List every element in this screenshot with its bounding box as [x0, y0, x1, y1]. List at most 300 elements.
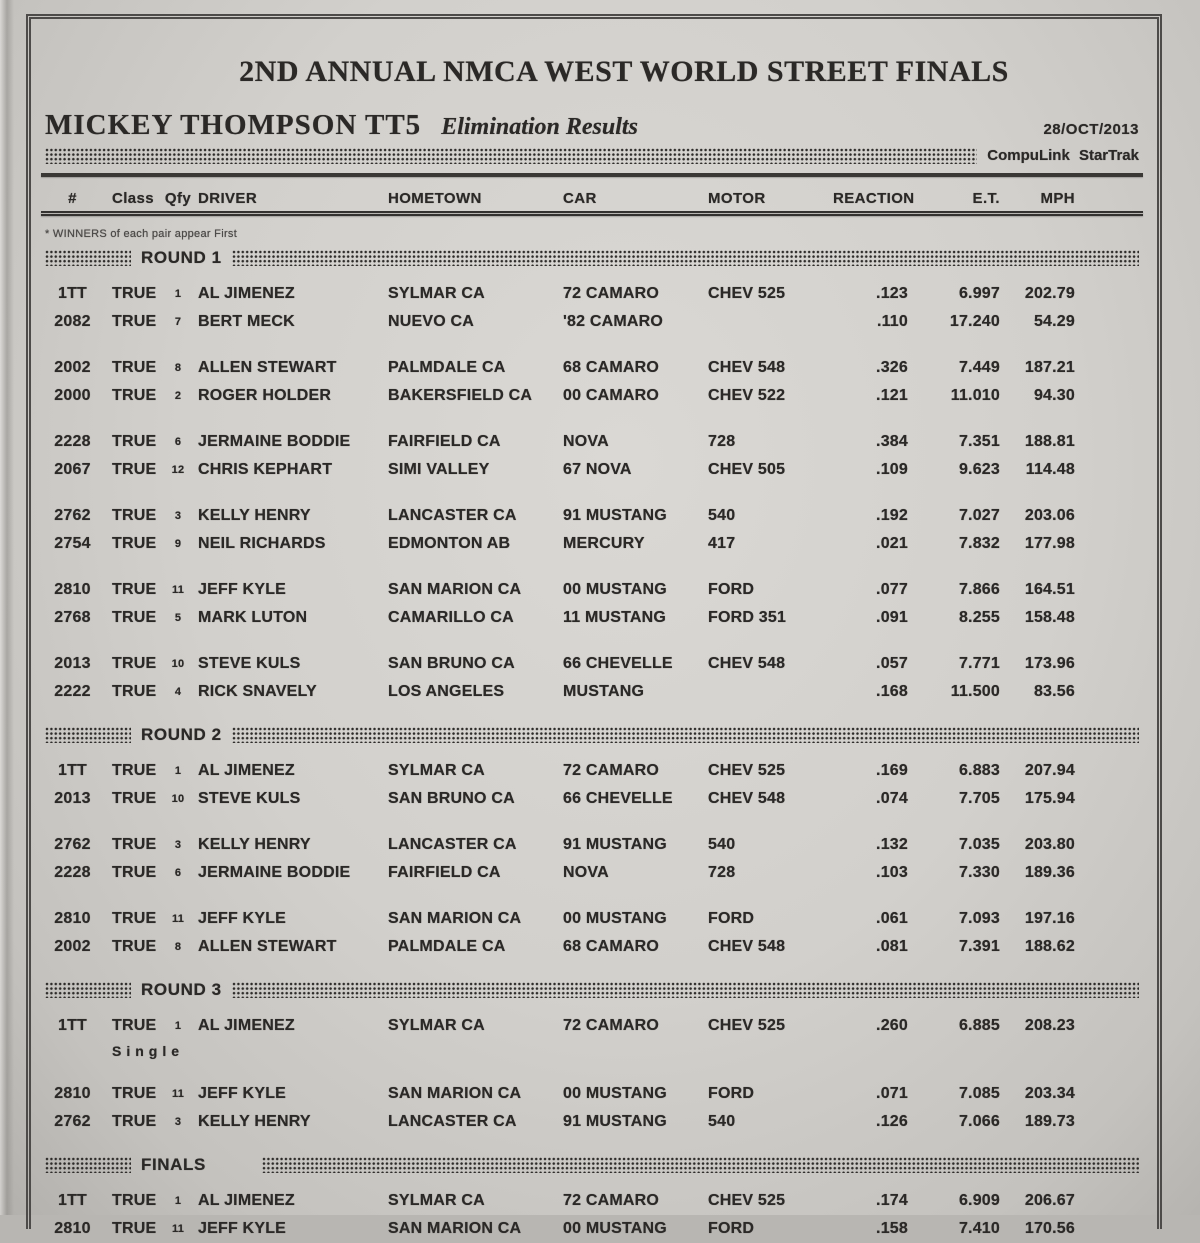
- cell-cls: TRUE: [112, 359, 157, 376]
- cell-qfy: 1: [174, 288, 182, 300]
- cell-motor: 540: [708, 1113, 736, 1130]
- cell-hometown: LANCASTER CA: [388, 836, 517, 853]
- cell-motor: CHEV 548: [708, 938, 786, 955]
- brand-separator-band: [45, 147, 1139, 164]
- cell-et: 6.909: [958, 1192, 1000, 1209]
- cell-reaction: .103: [876, 864, 908, 881]
- cell-num: 1TT: [57, 1017, 88, 1034]
- winners-note: * WINNERS of each pair appear First: [45, 228, 238, 240]
- cell-qfy: 11: [171, 1223, 185, 1235]
- result-row: [45, 1012, 1139, 1040]
- cell-et: 7.866: [958, 581, 1000, 598]
- cell-et: 7.391: [958, 938, 1000, 955]
- race-pair: [45, 905, 1139, 961]
- cell-driver: AL JIMENEZ: [198, 762, 295, 779]
- dotted-separator: [45, 250, 131, 266]
- cell-driver: AL JIMENEZ: [198, 1017, 295, 1034]
- result-row: [45, 678, 1139, 706]
- cell-mph: 164.51: [1024, 581, 1075, 598]
- round-header-round-2: [45, 724, 1139, 746]
- cell-et: 7.066: [958, 1113, 1000, 1130]
- cell-driver: ALLEN STEWART: [198, 359, 337, 376]
- cell-driver: ALLEN STEWART: [198, 938, 337, 955]
- result-row: [45, 576, 1139, 604]
- cell-reaction: .192: [876, 507, 908, 524]
- result-row: [45, 933, 1139, 961]
- result-row: [45, 1187, 1139, 1215]
- cell-hometown: SYLMAR CA: [388, 285, 485, 302]
- cell-mph: 197.16: [1024, 910, 1075, 927]
- cell-car: 68 CAMARO: [563, 359, 660, 376]
- cell-qfy: 9: [174, 538, 182, 550]
- cell-driver: ROGER HOLDER: [198, 387, 332, 404]
- cell-mph: 83.56: [1033, 683, 1075, 700]
- cell-cls: TRUE: [112, 1017, 157, 1034]
- cell-mph: 173.96: [1024, 655, 1075, 672]
- class-title: MICKEY THOMPSON TT5: [45, 109, 422, 141]
- cell-hometown: SAN BRUNO CA: [388, 655, 515, 672]
- cell-car: MUSTANG: [563, 683, 645, 700]
- result-row: [45, 308, 1139, 336]
- cell-qfy: 10: [171, 658, 185, 670]
- page-frame: [26, 14, 1162, 1237]
- cell-reaction: .123: [876, 285, 908, 302]
- cell-cls: TRUE: [112, 1192, 157, 1209]
- page-content: [31, 19, 1157, 1243]
- cell-cls: TRUE: [112, 790, 157, 807]
- cell-reaction: .109: [876, 461, 908, 478]
- cell-hometown: SAN MARION CA: [388, 1220, 522, 1237]
- cell-hometown: PALMDALE CA: [388, 938, 506, 955]
- cell-car: 91 MUSTANG: [563, 507, 667, 524]
- cell-car: 72 CAMARO: [563, 762, 660, 779]
- cell-car: 72 CAMARO: [563, 1192, 660, 1209]
- cell-qfy: 3: [174, 839, 182, 851]
- result-row: [45, 1080, 1139, 1108]
- cell-cls: TRUE: [112, 910, 157, 927]
- cell-et: 6.883: [958, 762, 1000, 779]
- cell-mph: 203.80: [1024, 836, 1075, 853]
- cell-car: 00 MUSTANG: [563, 1220, 667, 1237]
- cell-driver: MARK LUTON: [198, 609, 308, 626]
- round-header-finals: [45, 1154, 1139, 1176]
- cell-qfy: 8: [174, 362, 182, 374]
- cell-et: 7.351: [958, 433, 1000, 450]
- cell-car: 91 MUSTANG: [563, 836, 667, 853]
- round-header-round-3: [45, 979, 1139, 1001]
- col-header-qfy: Qfy: [164, 189, 192, 207]
- cell-hometown: CAMARILLO CA: [388, 609, 514, 626]
- cell-reaction: .110: [876, 313, 908, 330]
- dotted-separator: [262, 1157, 1139, 1173]
- cell-motor: CHEV 548: [708, 790, 786, 807]
- race-pair: [45, 1187, 1139, 1243]
- cell-cls: TRUE: [112, 313, 157, 330]
- round-header-round-1: [45, 247, 1139, 269]
- cell-et: 9.623: [958, 461, 1000, 478]
- event-title: 2ND ANNUAL NMCA WEST WORLD STREET FINALS: [239, 55, 1009, 88]
- cell-num: 2762: [54, 1113, 91, 1130]
- cell-car: NOVA: [563, 433, 609, 450]
- race-pair: [45, 1080, 1139, 1136]
- cell-car: 66 CHEVELLE: [563, 655, 673, 672]
- cell-reaction: .021: [876, 535, 908, 552]
- result-row: [45, 785, 1139, 813]
- cell-mph: 206.67: [1024, 1192, 1075, 1209]
- cell-driver: STEVE KULS: [198, 655, 301, 672]
- cell-num: 2222: [54, 683, 91, 700]
- cell-num: 2002: [54, 359, 91, 376]
- cell-driver: KELLY HENRY: [198, 836, 311, 853]
- dotted-separator: [232, 250, 1139, 266]
- cell-reaction: .384: [876, 433, 908, 450]
- cell-qfy: 12: [171, 464, 185, 476]
- race-pair: [45, 502, 1139, 558]
- cell-qfy: 7: [174, 316, 182, 328]
- cell-motor: CHEV 525: [708, 1192, 786, 1209]
- cell-cls: TRUE: [112, 461, 157, 478]
- cell-cls: TRUE: [112, 1085, 157, 1102]
- cell-qfy: 1: [174, 765, 182, 777]
- cell-hometown: LOS ANGELES: [388, 683, 505, 700]
- race-pair: [45, 650, 1139, 706]
- cell-driver: KELLY HENRY: [198, 507, 311, 524]
- cell-num: 2754: [54, 535, 91, 552]
- cell-hometown: LANCASTER CA: [388, 1113, 517, 1130]
- cell-driver: STEVE KULS: [198, 790, 301, 807]
- result-row: [45, 382, 1139, 410]
- cell-reaction: .174: [876, 1192, 908, 1209]
- cell-num: 2810: [54, 1085, 91, 1102]
- cell-num: 1TT: [57, 1192, 88, 1209]
- cell-cls: TRUE: [112, 285, 157, 302]
- cell-reaction: .132: [876, 836, 908, 853]
- cell-reaction: .169: [876, 762, 908, 779]
- col-header-reaction: REACTION: [833, 189, 915, 207]
- cell-car: 00 CAMARO: [563, 387, 660, 404]
- subheader-row: [45, 109, 1139, 142]
- cell-et: 7.027: [958, 507, 1000, 524]
- cell-qfy: 11: [171, 1088, 185, 1100]
- cell-car: 11 MUSTANG: [563, 609, 667, 626]
- cell-reaction: .121: [876, 387, 908, 404]
- cell-motor: 540: [708, 507, 736, 524]
- cell-motor: 728: [708, 433, 736, 450]
- cell-qfy: 11: [171, 913, 185, 925]
- cell-hometown: BAKERSFIELD CA: [388, 387, 533, 404]
- race-pair: [45, 1012, 1139, 1062]
- cell-motor: CHEV 548: [708, 359, 786, 376]
- col-header-car: CAR: [563, 189, 597, 207]
- cell-cls: TRUE: [112, 535, 157, 552]
- race-pair: [45, 428, 1139, 484]
- round-label-round-2: ROUND 2: [141, 725, 222, 744]
- cell-et: 7.705: [958, 790, 1000, 807]
- cell-num: 2810: [54, 581, 91, 598]
- result-row: [45, 831, 1139, 859]
- cell-cls: TRUE: [112, 507, 157, 524]
- cell-hometown: PALMDALE CA: [388, 359, 506, 376]
- cell-hometown: EDMONTON AB: [388, 535, 511, 552]
- cell-mph: 177.98: [1024, 535, 1075, 552]
- cell-car: NOVA: [563, 864, 609, 881]
- cell-hometown: SIMI VALLEY: [388, 461, 490, 478]
- cell-reaction: .057: [876, 655, 908, 672]
- cell-car: 00 MUSTANG: [563, 910, 667, 927]
- cell-cls: TRUE: [112, 938, 157, 955]
- brand-label: CompuLink StarTrak: [987, 147, 1139, 164]
- cell-mph: 54.29: [1033, 313, 1075, 330]
- cell-mph: 158.48: [1024, 609, 1075, 626]
- cell-num: 2810: [54, 910, 91, 927]
- cell-num: 2002: [54, 938, 91, 955]
- result-row: [45, 530, 1139, 558]
- cell-hometown: FAIRFIELD CA: [388, 864, 501, 881]
- dotted-separator: [45, 148, 977, 164]
- cell-car: 72 CAMARO: [563, 1017, 660, 1034]
- column-header-row: [45, 185, 1139, 211]
- cell-et: 11.010: [950, 387, 1000, 404]
- cell-mph: 188.62: [1024, 938, 1075, 955]
- cell-driver: CHRIS KEPHART: [198, 461, 333, 478]
- cell-driver: KELLY HENRY: [198, 1113, 311, 1130]
- cell-num: 2228: [54, 864, 91, 881]
- cell-qfy: 1: [174, 1195, 182, 1207]
- result-row: [45, 604, 1139, 632]
- cell-car: 00 MUSTANG: [563, 581, 667, 598]
- cell-qfy: 10: [171, 793, 185, 805]
- cell-mph: 175.94: [1024, 790, 1075, 807]
- single-note-row: [45, 1040, 1139, 1062]
- cell-et: 7.330: [958, 864, 1000, 881]
- cell-motor: FORD: [708, 1085, 755, 1102]
- cell-cls: TRUE: [112, 655, 157, 672]
- cell-et: 7.449: [958, 359, 1000, 376]
- cell-car: 66 CHEVELLE: [563, 790, 673, 807]
- round-label-round-3: ROUND 3: [141, 980, 222, 999]
- cell-cls: TRUE: [112, 581, 157, 598]
- cell-motor: 540: [708, 836, 736, 853]
- cell-motor: FORD 351: [708, 609, 787, 626]
- result-row: [45, 757, 1139, 785]
- cell-cls: TRUE: [112, 609, 157, 626]
- race-pair: [45, 280, 1139, 336]
- cell-hometown: SYLMAR CA: [388, 762, 485, 779]
- cell-qfy: 11: [171, 584, 185, 596]
- cell-hometown: SYLMAR CA: [388, 1017, 485, 1034]
- cell-et: 11.500: [950, 683, 1000, 700]
- dotted-separator: [45, 727, 131, 743]
- dotted-separator: [45, 1157, 131, 1173]
- col-header-class: Class: [112, 189, 155, 207]
- event-date: 28/OCT/2013: [1043, 121, 1139, 138]
- cell-reaction: .126: [876, 1113, 908, 1130]
- cell-et: 8.255: [958, 609, 1000, 626]
- cell-num: 2000: [54, 387, 91, 404]
- cell-driver: BERT MECK: [198, 313, 295, 330]
- cell-num: 2067: [54, 461, 91, 478]
- col-header-num: #: [68, 189, 77, 207]
- cell-qfy: 4: [174, 686, 182, 698]
- col-header-hometown: HOMETOWN: [388, 189, 482, 207]
- cell-hometown: SYLMAR CA: [388, 1192, 485, 1209]
- race-pair: [45, 576, 1139, 632]
- cell-cls: TRUE: [112, 836, 157, 853]
- cell-hometown: NUEVO CA: [388, 313, 475, 330]
- cell-cls: TRUE: [112, 387, 157, 404]
- cell-mph: 203.06: [1024, 507, 1075, 524]
- cell-cls: TRUE: [112, 1220, 157, 1237]
- cell-car: '82 CAMARO: [563, 313, 664, 330]
- single-note: Single: [112, 1043, 185, 1059]
- cell-num: 1TT: [57, 285, 88, 302]
- cell-mph: 94.30: [1033, 387, 1075, 404]
- results-body: [45, 247, 1139, 1243]
- cell-et: 7.085: [958, 1085, 1000, 1102]
- cell-cls: TRUE: [112, 683, 157, 700]
- cell-hometown: SAN MARION CA: [388, 910, 522, 927]
- col-header-mph: MPH: [1040, 189, 1075, 207]
- cell-et: 17.240: [949, 313, 1000, 330]
- cell-mph: 208.23: [1024, 1017, 1075, 1034]
- result-row: [45, 650, 1139, 678]
- cell-num: 1TT: [57, 762, 88, 779]
- cell-qfy: 6: [174, 436, 182, 448]
- round-label-round-1: ROUND 1: [141, 248, 222, 267]
- cell-reaction: .071: [876, 1085, 908, 1102]
- cell-num: 2013: [54, 790, 91, 807]
- cell-driver: JERMAINE BODDIE: [198, 864, 351, 881]
- cell-cls: TRUE: [112, 433, 157, 450]
- result-row: [45, 428, 1139, 456]
- race-pair: [45, 757, 1139, 813]
- cell-car: 72 CAMARO: [563, 285, 660, 302]
- cell-num: 2082: [54, 313, 91, 330]
- cell-driver: AL JIMENEZ: [198, 1192, 295, 1209]
- cell-motor: CHEV 505: [708, 461, 786, 478]
- cell-driver: AL JIMENEZ: [198, 285, 295, 302]
- cell-driver: NEIL RICHARDS: [198, 535, 326, 552]
- cell-cls: TRUE: [112, 762, 157, 779]
- cell-qfy: 2: [174, 390, 182, 402]
- cell-num: 2768: [54, 609, 91, 626]
- cell-qfy: 3: [174, 510, 182, 522]
- cell-num: 2762: [54, 507, 91, 524]
- cell-num: 2013: [54, 655, 91, 672]
- cell-mph: 189.36: [1024, 864, 1075, 881]
- cell-et: 6.885: [958, 1017, 1000, 1034]
- race-pair: [45, 831, 1139, 887]
- cell-motor: 728: [708, 864, 736, 881]
- cell-mph: 114.48: [1025, 461, 1075, 478]
- cell-qfy: 8: [174, 941, 182, 953]
- dotted-separator: [45, 982, 131, 998]
- cell-driver: JEFF KYLE: [198, 910, 287, 927]
- round-label-finals: FINALS: [141, 1155, 206, 1174]
- cell-et: 7.410: [958, 1220, 1000, 1237]
- cell-reaction: .077: [876, 581, 908, 598]
- race-pair: [45, 354, 1139, 410]
- cell-hometown: SAN BRUNO CA: [388, 790, 515, 807]
- cell-mph: 202.79: [1024, 285, 1075, 302]
- cell-mph: 207.94: [1024, 762, 1075, 779]
- result-row: [45, 502, 1139, 530]
- cell-car: 68 CAMARO: [563, 938, 660, 955]
- cell-driver: JEFF KYLE: [198, 1220, 287, 1237]
- cell-et: 7.035: [958, 836, 1000, 853]
- cell-hometown: SAN MARION CA: [388, 1085, 522, 1102]
- cell-et: 7.832: [958, 535, 1000, 552]
- cell-num: 2762: [54, 836, 91, 853]
- cell-mph: 170.56: [1024, 1220, 1075, 1237]
- horizontal-rule-top: [41, 173, 1143, 177]
- cell-driver: JEFF KYLE: [198, 1085, 287, 1102]
- cell-driver: JERMAINE BODDIE: [198, 433, 351, 450]
- cell-et: 6.997: [958, 285, 1000, 302]
- cell-mph: 187.21: [1024, 359, 1075, 376]
- cell-motor: CHEV 548: [708, 655, 786, 672]
- cell-qfy: 6: [174, 867, 182, 879]
- results-subtitle: Elimination Results: [441, 114, 638, 140]
- cell-mph: 188.81: [1024, 433, 1075, 450]
- cell-hometown: LANCASTER CA: [388, 507, 517, 524]
- cell-num: 2228: [54, 433, 91, 450]
- result-row: [45, 456, 1139, 484]
- cell-hometown: FAIRFIELD CA: [388, 433, 501, 450]
- cell-car: MERCURY: [563, 535, 645, 552]
- cell-motor: CHEV 525: [708, 1017, 786, 1034]
- cell-qfy: 1: [174, 1020, 182, 1032]
- result-row: [45, 905, 1139, 933]
- cell-car: 91 MUSTANG: [563, 1113, 667, 1130]
- result-row: [45, 1108, 1139, 1136]
- result-row: [45, 354, 1139, 382]
- cell-mph: 189.73: [1024, 1113, 1075, 1130]
- cell-motor: 417: [708, 535, 736, 552]
- cell-motor: CHEV 522: [708, 387, 786, 404]
- cell-motor: FORD: [708, 581, 755, 598]
- cell-reaction: .074: [876, 790, 908, 807]
- cell-reaction: .168: [876, 683, 908, 700]
- col-header-et: E.T.: [972, 189, 1000, 207]
- result-row: [45, 280, 1139, 308]
- col-header-motor: MOTOR: [708, 189, 766, 207]
- result-row: [45, 1215, 1139, 1243]
- cell-motor: FORD: [708, 910, 755, 927]
- cell-reaction: .061: [876, 910, 908, 927]
- cell-reaction: .081: [876, 938, 908, 955]
- cell-car: 67 NOVA: [563, 461, 632, 478]
- cell-num: 2810: [54, 1220, 91, 1237]
- horizontal-rule-under-header: [41, 211, 1143, 216]
- col-header-driver: DRIVER: [198, 189, 258, 207]
- cell-motor: FORD: [708, 1220, 755, 1237]
- cell-qfy: 3: [174, 1116, 182, 1128]
- cell-reaction: .260: [876, 1017, 908, 1034]
- cell-hometown: SAN MARION CA: [388, 581, 522, 598]
- dotted-separator: [232, 727, 1139, 743]
- cell-qfy: 5: [174, 612, 182, 624]
- cell-driver: RICK SNAVELY: [198, 683, 317, 700]
- dotted-separator: [232, 982, 1139, 998]
- cell-motor: CHEV 525: [708, 285, 786, 302]
- cell-mph: 203.34: [1024, 1085, 1075, 1102]
- cell-cls: TRUE: [112, 1113, 157, 1130]
- cell-reaction: .326: [876, 359, 908, 376]
- cell-motor: CHEV 525: [708, 762, 786, 779]
- cell-driver: JEFF KYLE: [198, 581, 287, 598]
- cell-reaction: .091: [876, 609, 908, 626]
